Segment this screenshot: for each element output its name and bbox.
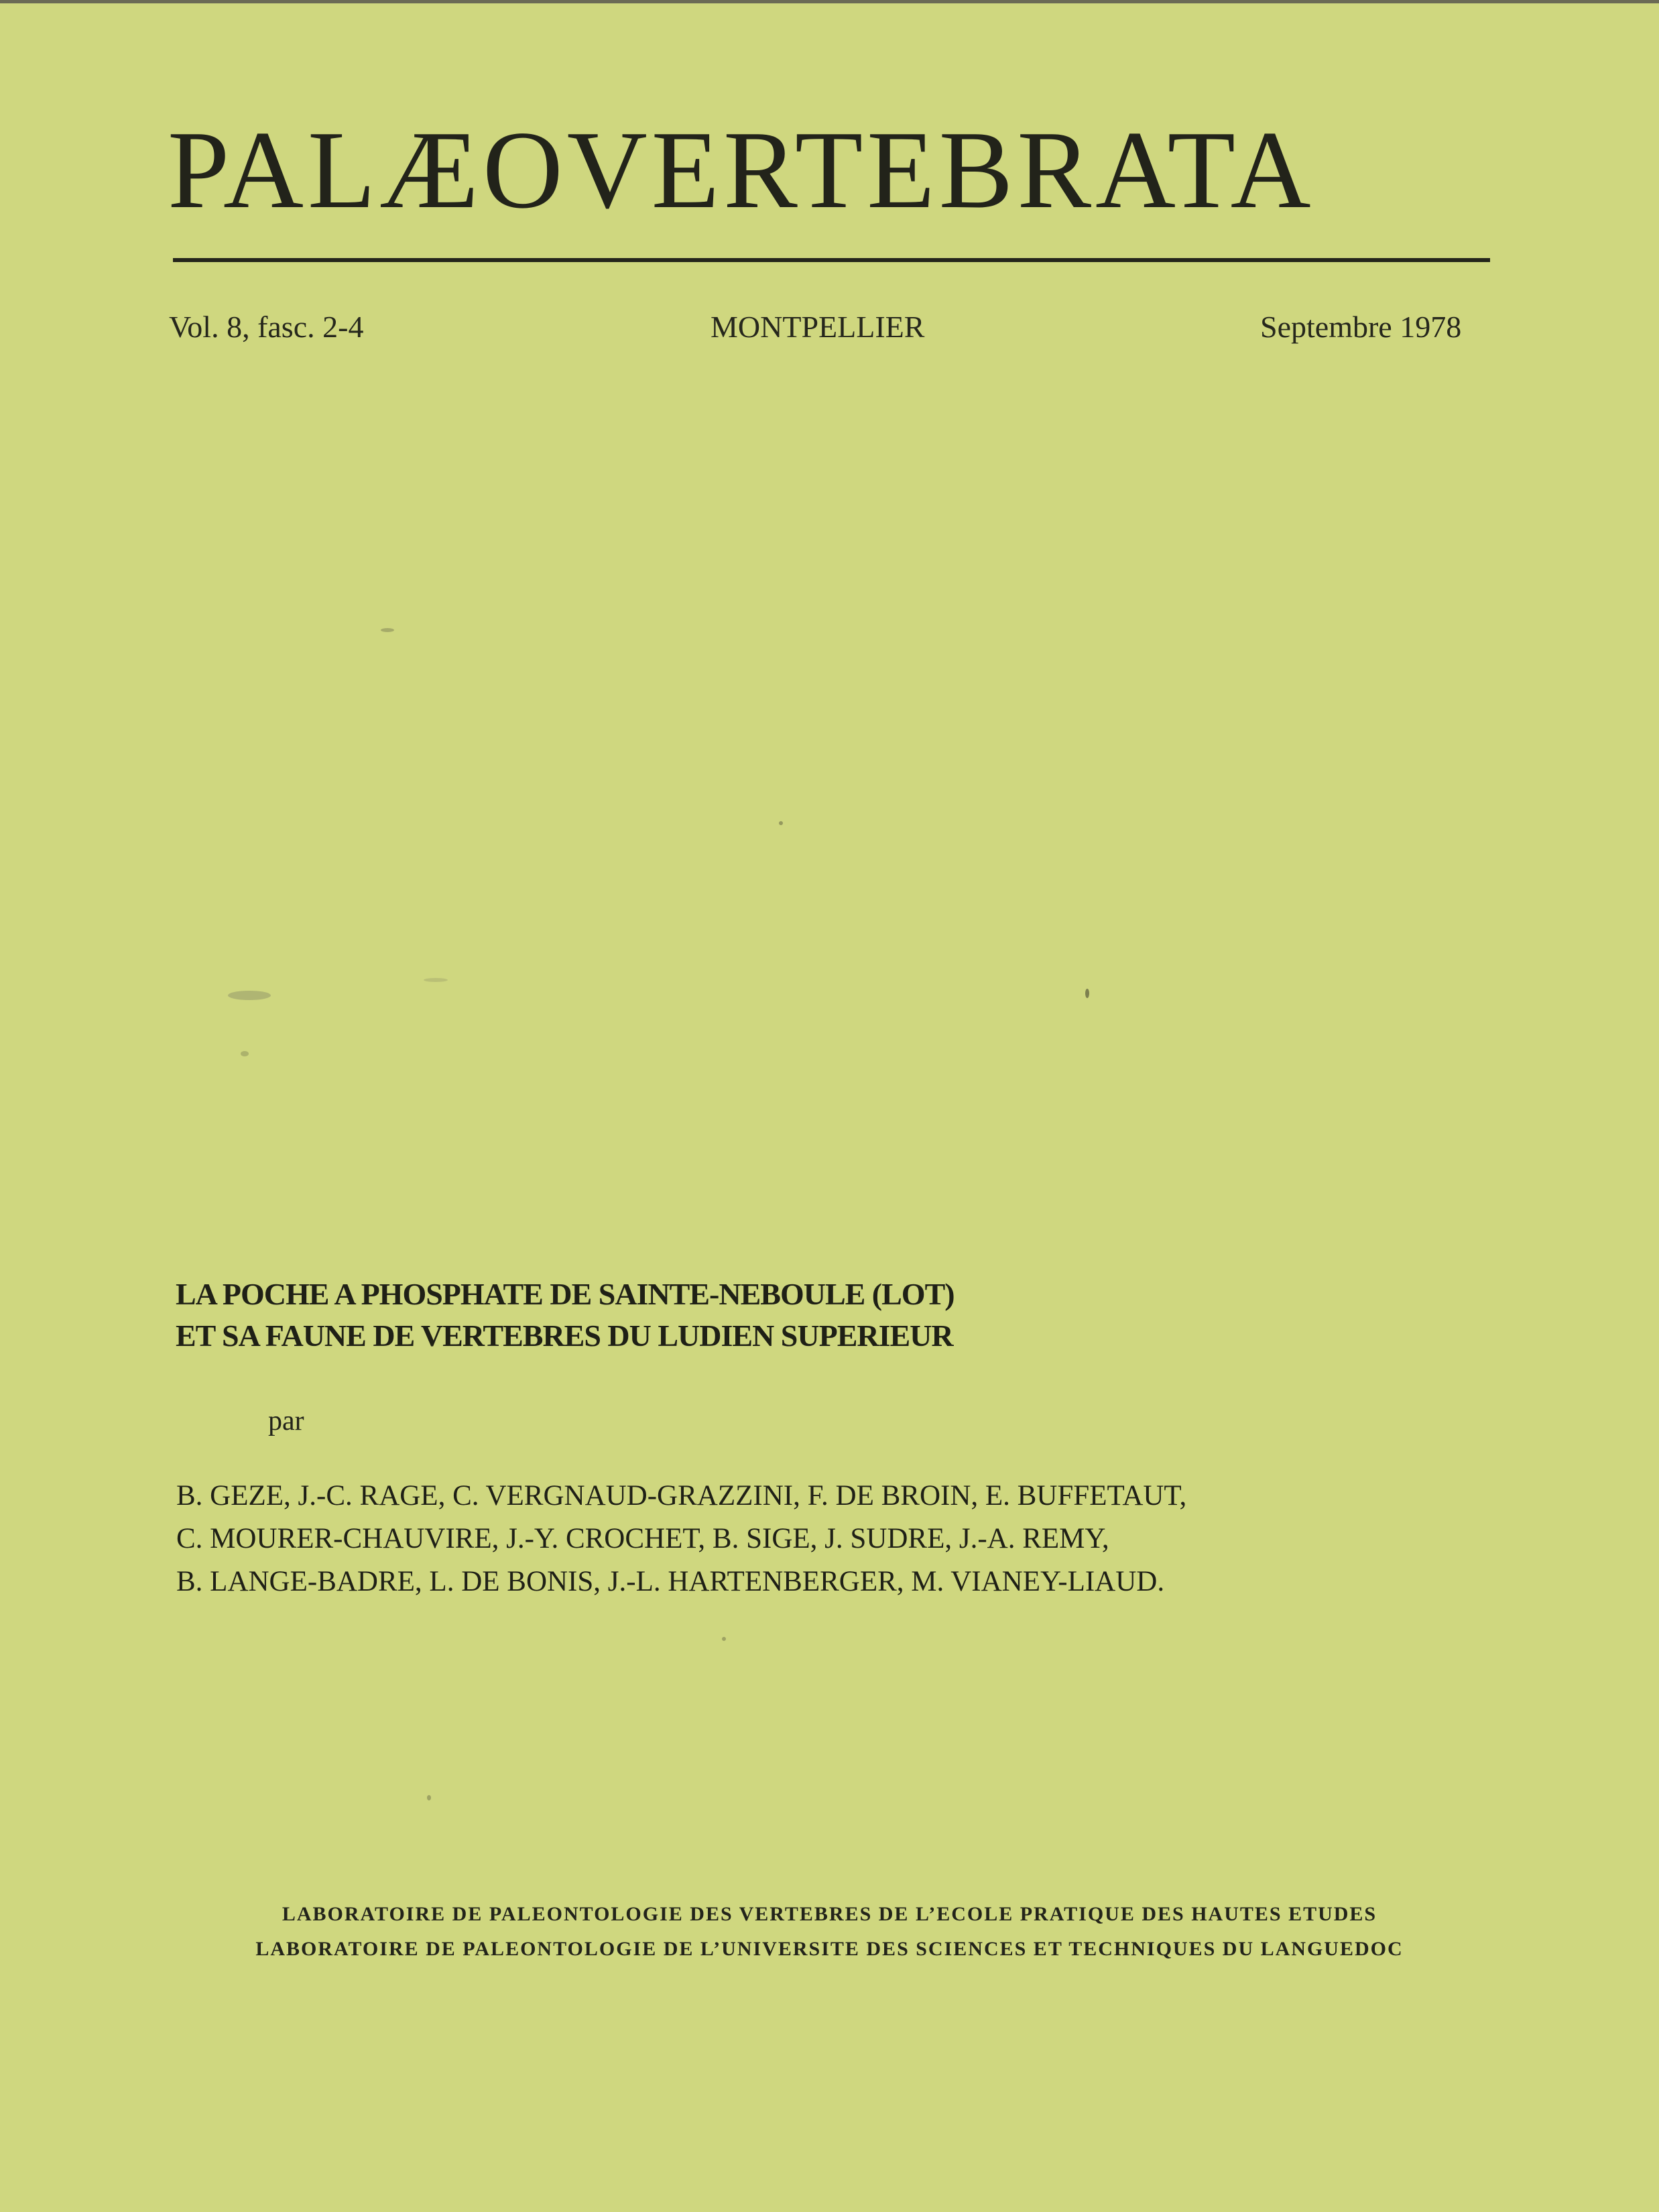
scan-top-edge <box>0 0 1659 3</box>
article-title <box>176 1274 1382 1357</box>
masthead-rule <box>173 258 1490 262</box>
journal-title: PALÆOVERTEBRATA <box>168 108 1315 231</box>
speck <box>779 821 783 825</box>
speck <box>228 991 271 1000</box>
issue-city: MONTPELLIER <box>711 310 925 344</box>
author-line: C. MOURER-CHAUVIRE, J.-Y. CROCHET, B. SIGE, J. SUDRE, J.-A. REMY, <box>176 1523 1109 1554</box>
institution-line: LABORATOIRE DE PALEONTOLOGIE DE L’UNIVERSITE DES SCIENCES ET TECHNIQUES DU LANGUEDOC <box>255 1938 1404 1960</box>
speck <box>427 1795 431 1800</box>
by-line: par <box>268 1406 304 1436</box>
institution-line: LABORATOIRE DE PALEONTOLOGIE DES VERTEBRES DE L’ECOLE PRATIQUE DES HAUTES ETUDES <box>282 1903 1377 1925</box>
issue-date: Septembre 1978 <box>1260 310 1462 344</box>
issue-volume: Vol. 8, fasc. 2-4 <box>169 310 364 344</box>
author-list <box>176 1475 1450 1603</box>
speck <box>241 1051 249 1056</box>
speck <box>1085 989 1089 998</box>
institution-list <box>168 1897 1491 1967</box>
speck <box>381 628 394 632</box>
author-line: B. GEZE, J.-C. RAGE, C. VERGNAUD-GRAZZINI, F. DE BROIN, E. BUFFETAUT, <box>176 1480 1187 1512</box>
speck <box>722 1637 726 1641</box>
article-title-line: ET SA FAUNE DE VERTEBRES DU LUDIEN SUPERIEUR <box>176 1318 953 1353</box>
article-title-line: LA POCHE A PHOSPHATE DE SAINTE-NEBOULE (LOT) <box>176 1277 955 1311</box>
speck <box>424 978 448 982</box>
author-line: B. LANGE-BADRE, L. DE BONIS, J.-L. HARTENBERGER, M. VIANEY-LIAUD. <box>176 1566 1165 1597</box>
